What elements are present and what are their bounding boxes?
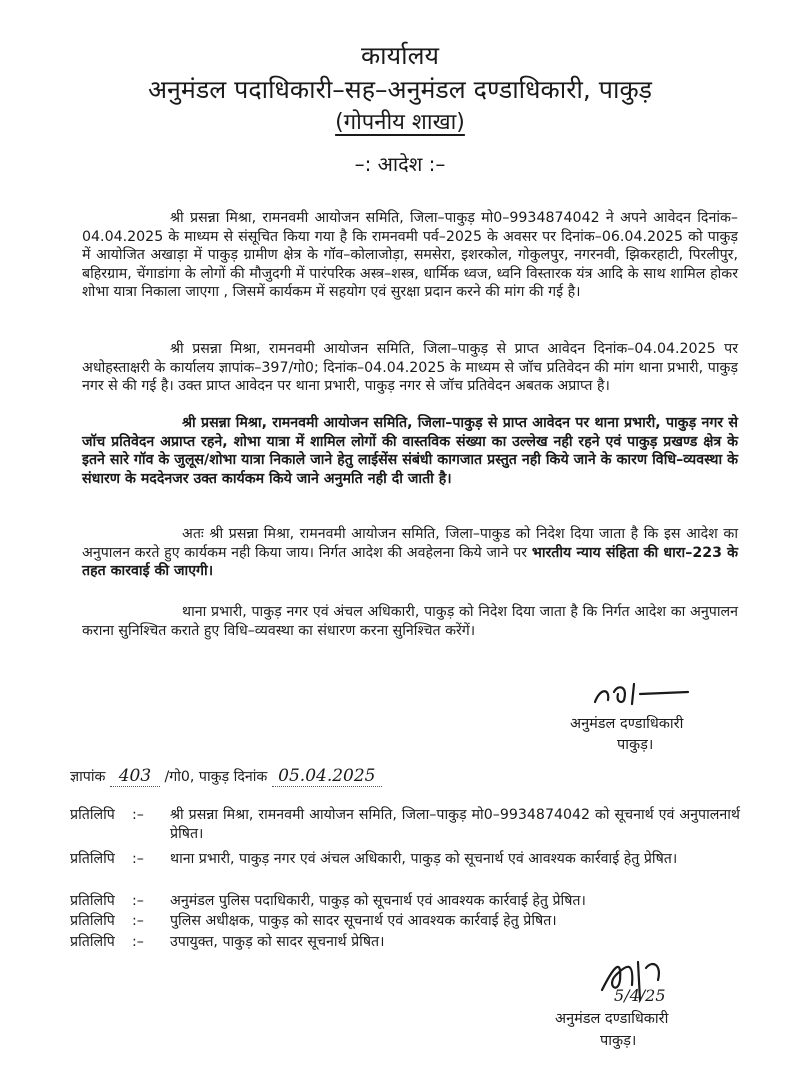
copy-dash: :– xyxy=(132,934,144,950)
memo-label: ज्ञापांक xyxy=(70,769,106,785)
paragraph-3-text: श्री प्रसन्ना मिश्रा, रामनवमी आयोजन समिति, जिला–पाकुड़ से प्राप्त आवेदन पर थाना प्रभारी, पाकुड़ नगर से जॉच प्रतिवेदन अप्राप्त रहने, शोभा यात्रा में शामिल लोगों की वास्तविक संख्या का उल्लेख नही रहने एवं पाकुड़ प्रखण्ड क्षेत्र के इतने सारे गॉव के जुलूस/शोभा यात्रा निकाले जाने हेतु लाईसेंस संबंधी कागजात प्रस्तुत नही किये जाने के कारण विधि–व्यवस्था के संधारण के मददेनजर उक्त कार्यकम किये जाने अनुमति नही दी जाती है। xyxy=(82,415,738,487)
copy-text: अनुमंडल पुलिस पदाधिकारी, पाकुड़ को सूचनार्थ एवं आवश्यक कार्रवाई हेतु प्रेषित। xyxy=(170,893,586,909)
paragraph-1 xyxy=(82,209,738,302)
signature-1-place: पाकुड़। xyxy=(617,737,654,753)
paragraph-2 xyxy=(82,340,738,396)
copy-label: प्रतिलिपि xyxy=(70,913,115,929)
copy-text: श्री प्रसन्ना मिश्रा, रामनवमी आयोजन समिति, जिला–पाकुड़ मो0–9934874042 को सूचनार्थ एवं अनुपालनार्थ प्रेषित। xyxy=(170,807,740,842)
memo-date: 05.04.2025 xyxy=(272,766,382,787)
signature-2-place: पाकुड़। xyxy=(600,1033,637,1049)
copy-label: प्रतिलिपि xyxy=(70,807,115,823)
branch-label: (गोपनीय शाखा) xyxy=(335,110,465,135)
copy-entry xyxy=(70,892,740,911)
memo-line xyxy=(70,766,730,787)
copy-dash: :– xyxy=(132,913,144,929)
copy-dash: :– xyxy=(132,807,144,823)
memo-mid-text: /गो0, पाकुड़ दिनांक xyxy=(164,769,268,785)
copy-entry xyxy=(70,806,740,844)
signature-1-title: अनुमंडल दण्डाधिकारी xyxy=(570,716,684,732)
copy-text: पुलिस अधीक्षक, पाकुड़ को सादर सूचनार्थ एवं आवश्यक कार्रवाई हेतु प्रेषित। xyxy=(170,913,557,929)
copy-label: प्रतिलिपि xyxy=(70,893,115,909)
copy-dash: :– xyxy=(132,851,144,867)
copy-entry xyxy=(70,850,740,888)
paragraph-5-text: थाना प्रभारी, पाकुड़ नगर एवं अंचल अधिकारी, पाकुड़ को निदेश दिया जाता है कि निर्गत आदेश का अनुपालन कराना सुनिश्चित कराते हुए विधि–व्यवस्था का संधारण करना सुनिश्चित करेंगें। xyxy=(82,604,738,639)
paragraph-5 xyxy=(82,603,738,640)
copy-dash: :– xyxy=(132,893,144,909)
copy-text: उपायुक्त, पाकुड़ को सादर सूचनार्थ प्रेषित। xyxy=(170,934,385,950)
authority-heading: अनुमंडल पदाधिकारी–सह–अनुमंडल दण्डाधिकारी, पाकुड़ xyxy=(147,75,653,104)
copy-entry xyxy=(70,912,740,931)
branch-heading xyxy=(0,106,800,136)
signature-scribble-1 xyxy=(590,680,690,710)
copy-label: प्रतिलिपि xyxy=(70,851,115,867)
memo-number: 403 xyxy=(110,766,160,787)
office-heading: कार्यालय xyxy=(360,41,440,70)
paragraph-1-text: श्री प्रसन्ना मिश्रा, रामनवमी आयोजन समिति, जिला–पाकुड़ मो0–9934874042 ने अपने आवेदन दिनांक–04.04.2025 के माध्यम से संसूचित किया गया है कि रामनवमी पर्व–2025 के अवसर पर दिनांक–06.04.2025 को पाकुड़ में आयोजित अखाड़ा में पाकुड़ ग्रामीण क्षेत्र के गॉव–कोलाजोड़ा, समसेरा, इशरकोल, गोकुलपुर, नगरनवी, झिकरहाटी, पिरलीपुर, बहिरग्राम, चेंगाडांगा के लोगों की मौजुदगी में पारंपरिक अस्त्र–शस्त्र, धार्मिक ध्वज, ध्वनि विस्तारक यंत्र आदि के साथ शामिल होकर शोभा यात्रा निकाला जाएगा , जिसमें कार्यकम में सहयोग एवं सुरक्षा प्रदान करने की मांग की गई है। xyxy=(82,210,738,301)
paragraph-4 xyxy=(82,525,738,581)
paragraph-4-text: अतः श्री प्रसन्ना मिश्रा, रामनवमी आयोजन समिति, जिला–पाकुड को निदेश दिया जाता है कि इस आदेश का अनुपालन करते हुए कार्यकम नही किया जाय। निर्गत आदेश की अवहेलना किये जाने पर xyxy=(82,526,738,561)
signature-2-date: 5/4/25 xyxy=(614,986,666,1005)
order-title: –: आदेश :– xyxy=(354,152,446,176)
signature-2-title: अनुमंडल दण्डाधिकारी xyxy=(555,1011,669,1027)
paragraph-3 xyxy=(82,414,738,488)
copy-text: थाना प्रभारी, पाकुड़ नगर एवं अंचल अधिकारी, पाकुड़ को सूचनार्थ एवं आवश्यक कार्रवाई हेतु प्रेषित। xyxy=(170,851,678,867)
paragraph-2-text: श्री प्रसन्ना मिश्रा, रामनवमी आयोजन समिति, जिला–पाकुड़ से प्राप्त आवेदन दिनांक–04.04.2025 पर अधोहस्ताक्षरी के कार्यालय ज्ञापांक–397/गो0; दिनांक–04.04.2025 के माध्यम से जॉच प्रतिवेदन की मांग थाना प्रभारी, पाकुड़ नगर से की गई है। उक्त प्राप्त आवेदन पर थाना प्रभारी, पाकुड़ नगर से जॉच प्रतिवेदन अबतक अप्राप्त है। xyxy=(82,341,738,395)
paragraph-4-bold-text: भारतीय न्याय संहिता की धारा–223 के तहत कारवाई की जाएगी। xyxy=(82,544,738,580)
copy-label: प्रतिलिपि xyxy=(70,934,115,950)
